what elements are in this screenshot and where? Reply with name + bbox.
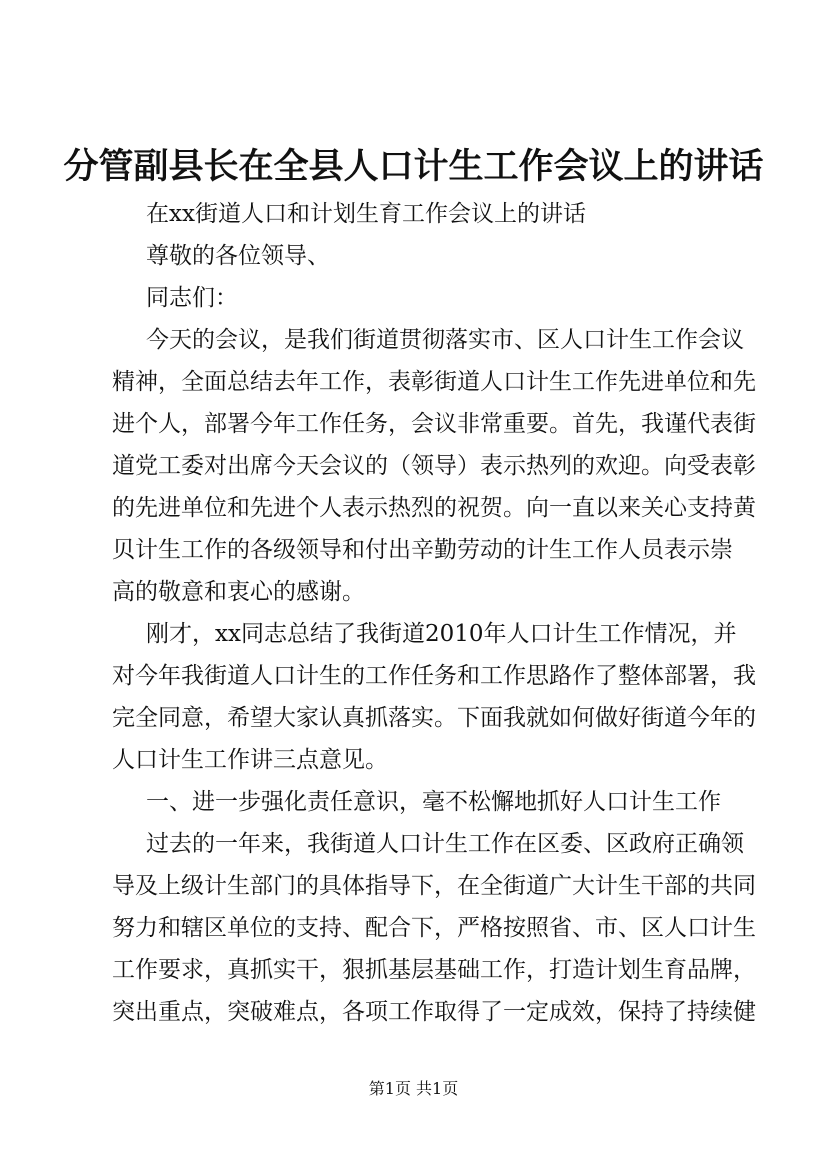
section-heading: 一、进一步强化责任意识，毫不松懈地抓好人口计生工作 — [146, 789, 721, 815]
paragraph-line: 高的敬意和衷心的感谢。 — [112, 579, 365, 605]
paragraph-line: 的先进单位和先进个人表示热烈的祝贺。向一直以来关心支持黄 — [112, 495, 756, 521]
paragraph-line: 过去的一年来，我街道人口计生工作在区委、区政府正确领 — [146, 831, 744, 857]
paragraph-line: 精神，全面总结去年工作，表彰街道人口计生工作先进单位和先 — [112, 369, 756, 395]
paragraph-line: 今天的会议，是我们街道贯彻落实市、区人口计生工作会议 — [146, 327, 744, 353]
paragraph-line: 努力和辖区单位的支持、配合下，严格按照省、市、区人口计生 — [112, 915, 756, 941]
salutation-line: 尊敬的各位领导、 — [146, 243, 330, 269]
paragraph-line: 人口计生工作讲三点意见。 — [112, 747, 388, 773]
paragraph-line: 突出重点，突破难点，各项工作取得了一定成效，保持了持续健 — [112, 999, 756, 1025]
paragraph-line: 对今年我街道人口计生的工作任务和工作思路作了整体部署，我 — [112, 663, 756, 689]
document-title: 分管副县长在全县人口计生工作会议上的讲话 — [63, 146, 764, 187]
page-number: 第1页 共1页 — [368, 1079, 459, 1098]
paragraph-line: 贝计生工作的各级领导和付出辛勤劳动的计生工作人员表示崇 — [112, 537, 733, 563]
paragraph-line: 进个人，部署今年工作任务，会议非常重要。首先，我谨代表街 — [112, 411, 756, 437]
paragraph-line: 道党工委对出席今天会议的（领导）表示热列的欢迎。向受表彰 — [112, 453, 756, 479]
speech-heading: 在xx街道人口和计划生育工作会议上的讲话 — [146, 201, 586, 227]
salutation-line: 同志们： — [146, 285, 238, 311]
paragraph-line: 工作要求，真抓实干，狠抓基层基础工作，打造计划生育品牌， — [112, 957, 756, 983]
paragraph-line: 导及上级计生部门的具体指导下，在全街道广大计生干部的共同 — [112, 873, 756, 899]
paragraph-line: 刚才，xx同志总结了我街道2010年人口计生工作情况，并 — [146, 621, 737, 647]
paragraph-line: 完全同意，希望大家认真抓落实。下面我就如何做好街道今年的 — [112, 705, 756, 731]
